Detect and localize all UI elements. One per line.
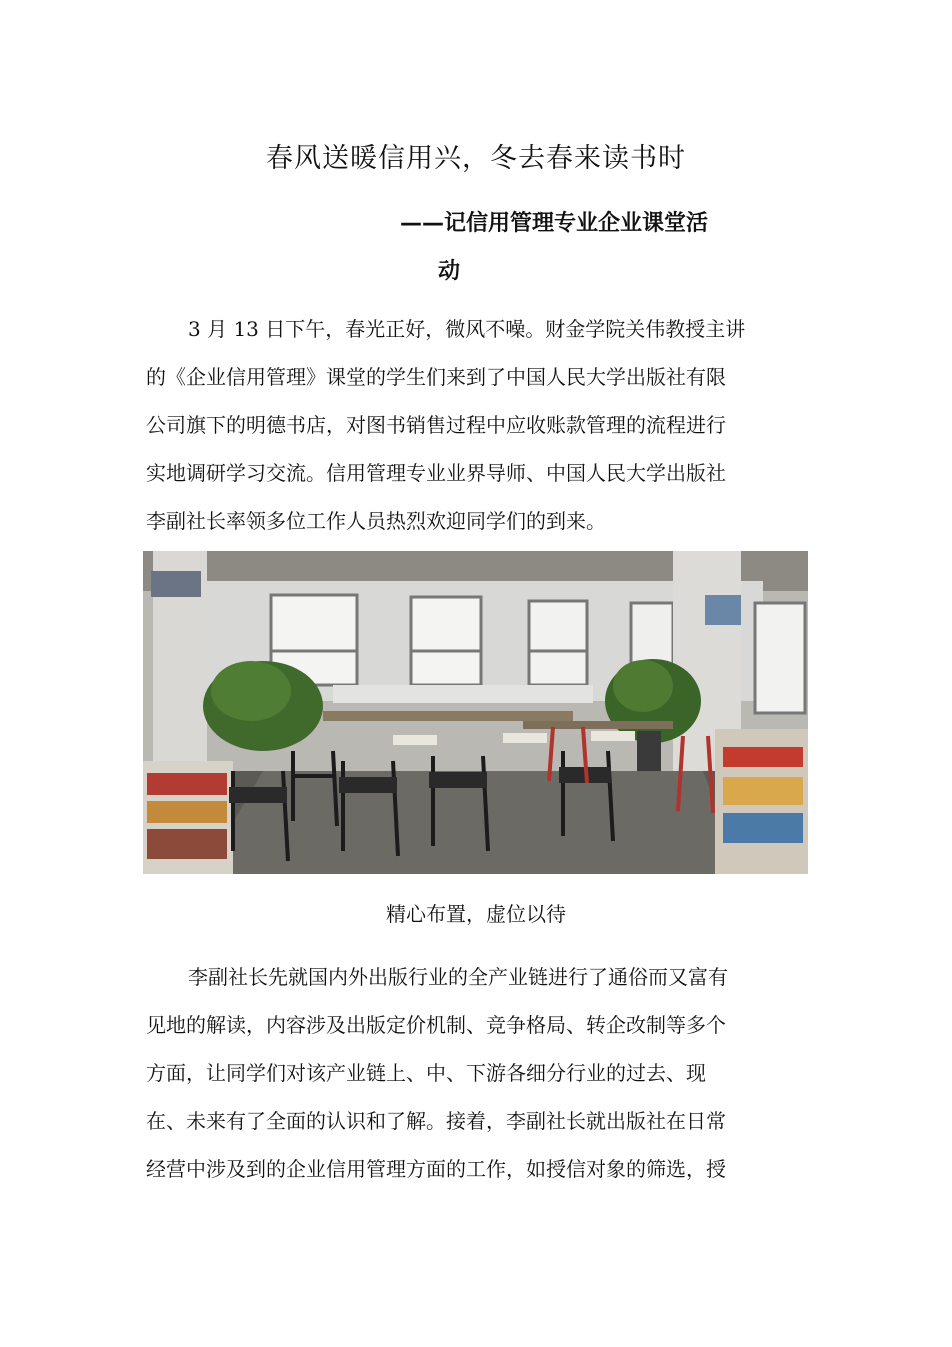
paragraph-line: 在、未来有了全面的认识和了解。接着，李副社长就出版社在日常	[146, 1109, 726, 1133]
bookstore-classroom-photo	[143, 551, 808, 874]
paragraph-line: 3 月 13 日下午，春光正好，微风不噪。财金学院关伟教授主讲	[188, 317, 746, 341]
page-subtitle	[400, 200, 760, 296]
subtitle-line-1: ——记信用管理专业企业课堂活	[400, 211, 709, 236]
paragraph-line: 实地调研学习交流。信用管理专业业界导师、中国人民大学出版社	[146, 461, 726, 485]
photo-illustration	[143, 551, 808, 874]
page-title: 春风送暖信用兴，冬去春来读书时	[266, 143, 686, 174]
photo-caption: 精心布置，虚位以待	[386, 902, 566, 926]
paragraph-line: 的《企业信用管理》课堂的学生们来到了中国人民大学出版社有限	[146, 365, 726, 389]
paragraph-line: 公司旗下的明德书店，对图书销售过程中应收账款管理的流程进行	[146, 413, 726, 437]
paragraph-line: 方面，让同学们对该产业链上、中、下游各细分行业的过去、现	[146, 1061, 706, 1085]
paragraph-line: 见地的解读，内容涉及出版定价机制、竞争格局、转企改制等多个	[146, 1013, 726, 1037]
subtitle-line-2: 动	[438, 259, 461, 284]
paragraph-line: 李副社长先就国内外出版行业的全产业链进行了通俗而又富有	[188, 965, 728, 989]
paragraph-line: 李副社长率领多位工作人员热烈欢迎同学们的到来。	[146, 509, 606, 533]
paragraph-line: 经营中涉及到的企业信用管理方面的工作，如授信对象的筛选，授	[146, 1157, 726, 1181]
paragraph-2	[146, 953, 806, 1193]
paragraph-1	[146, 305, 806, 545]
